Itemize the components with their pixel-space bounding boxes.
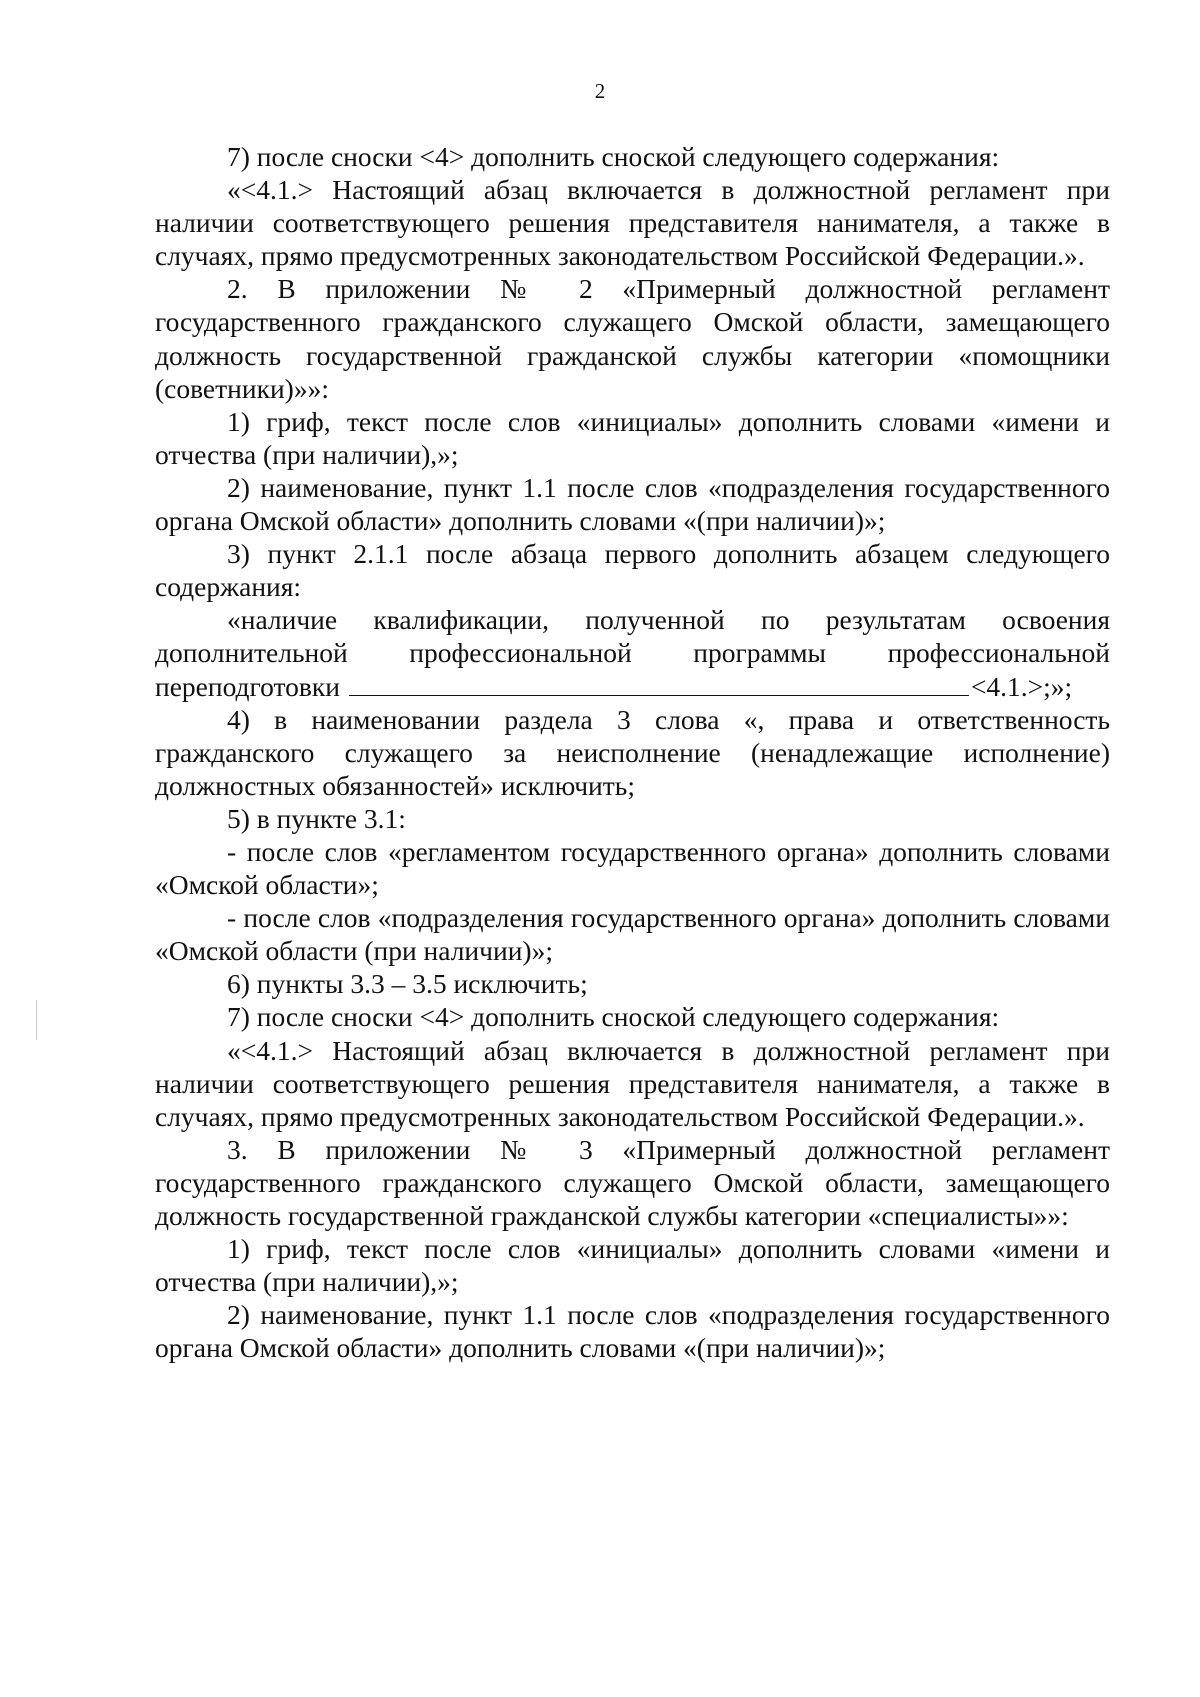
paragraph-item-5: 5) в пункте 3.1: [227,802,406,834]
paragraph-item-2: 2) наименование, пункт 1.1 после слов «подразделения государственного органа Омской области» дополнить словами «(при наличии)»; [155,471,1110,537]
paragraph-footnote-text-2: «<4.1.> Настоящий абзац включается в должностной регламент при наличии соответствующего решения представителя нанимателя, а также в случаях, прямо предусмотренных законодательством Российской Федерации.». [155,1034,1110,1132]
paragraph-item-7: 7) после сноски <4> дополнить сноской следующего содержания: [227,1001,1000,1033]
paragraph-qualification [155,603,1110,702]
paragraph-item-3: 3) пункт 2.1.1 после абзаца первого дополнить абзацем следующего содержания: [155,538,1110,603]
paragraph-appendix-2: 2. В приложении № 2 «Примерный должностной регламент государственного гражданского служащего Омской области, замещающего должность государственной гражданской службы категории «помощники (советники)»»: [155,273,1110,404]
paragraph-appendix-3-item-1: 1) гриф, текст после слов «инициалы» дополнить словами «имени и отчества (при наличии),»; [155,1233,1110,1298]
paragraph-item-5-dash-1: - после слов «регламентом государственного органа» дополнить словами «Омской области»; [155,835,1110,901]
page-number: 2 [594,79,606,103]
blank-line [349,673,969,696]
document-body [155,140,1110,1364]
paragraph-footnote-text-1: «<4.1.> Настоящий абзац включается в должностной регламент при наличии соответствующего решения представителя нанимателя, а также в случаях, прямо предусмотренных законодательством Российской Федерации.». [155,174,1110,272]
paragraph-item-4: 4) в наименовании раздела 3 слова «, права и ответственность гражданского служащего за неисполнение (ненадлежащие исполнение) должностных обязанностей» исключить; [155,703,1110,801]
qualification-footnote-ref: <4.1.>;»; [970,670,1073,702]
paragraph-item-1: 1) гриф, текст после слов «инициалы» дополнить словами «имени и отчества (при наличии),»; [155,405,1110,470]
scan-artifact [36,1000,37,1040]
paragraph-appendix-3-item-2: 2) наименование, пункт 1.1 после слов «подразделения государственного органа Омской области» дополнить словами «(при наличии)»; [155,1299,1110,1364]
paragraph-item-5-dash-2: - после слов «подразделения государственного органа» дополнить словами «Омской области (при наличии)»; [155,902,1110,967]
paragraph-item-6: 6) пункты 3.3 – 3.5 исключить; [227,968,588,1000]
qualification-text: «наличие квалификации, полученной по результатам освоения дополнительной профессиональной программы профессиональной переподготовки [155,604,1110,702]
paragraph-appendix-3: 3. В приложении № 3 «Примерный должностной регламент государственного гражданского служащего Омской области, замещающего должность государственной гражданской службы категории «специалисты»»: [155,1133,1110,1231]
paragraph-footnote-intro-1: 7) после сноски <4> дополнить сноской следующего содержания: [227,141,1000,172]
